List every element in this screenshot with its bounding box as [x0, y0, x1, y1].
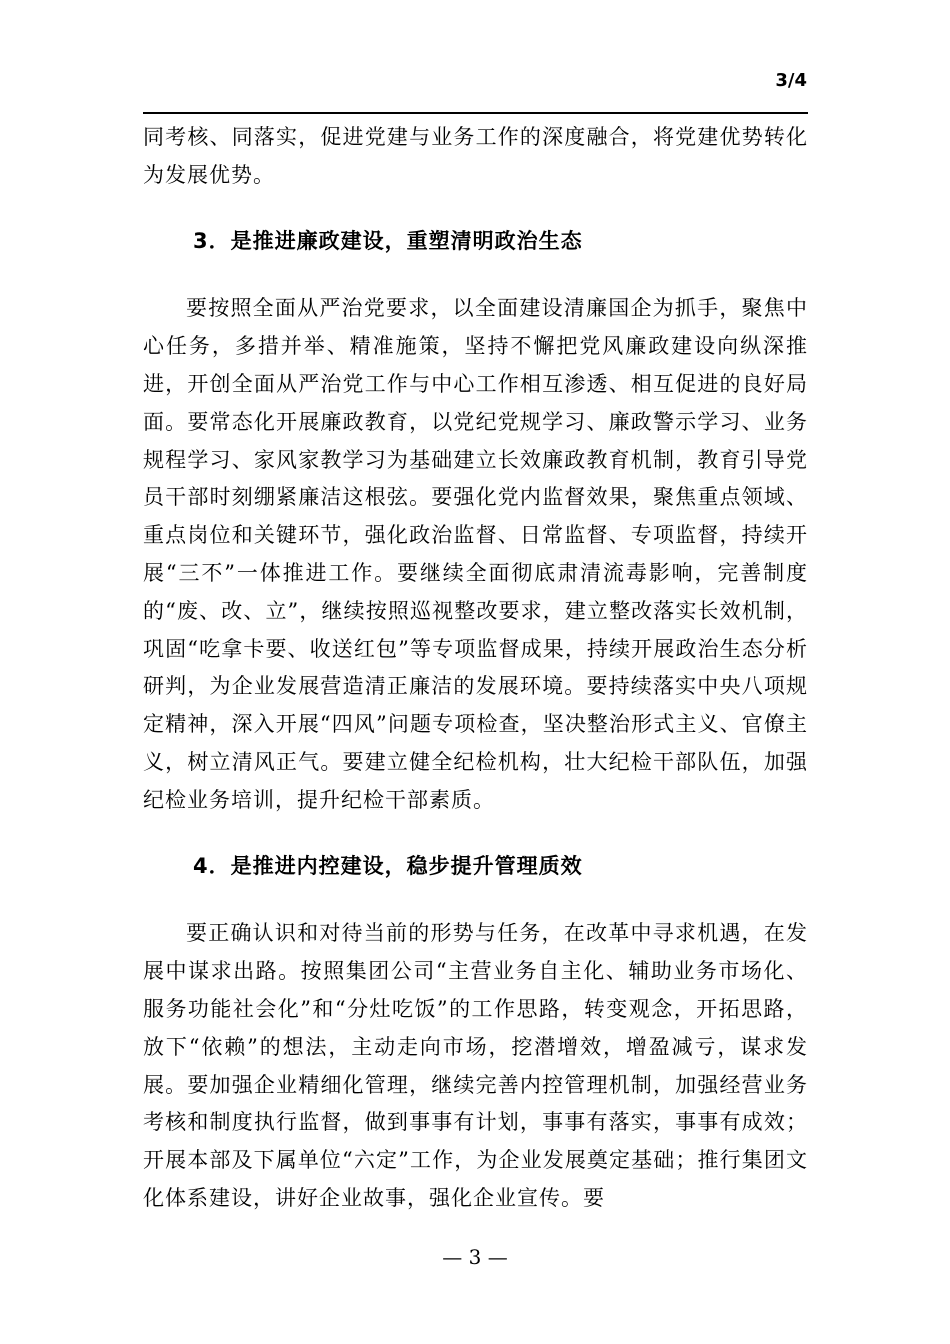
spacer [143, 195, 808, 223]
section-4-heading: 4．是推进内控建设，稳步提升管理质效 [193, 853, 583, 878]
header-divider [143, 112, 808, 114]
page-indicator: 3/4 [775, 70, 807, 91]
section-3-paragraph: 要按照全面从严治党要求，以全面建设清廉国企为抓手，聚焦中心任务，多措并举、精准施策，坚持不懈把党风廉政建设向纵深推进，开创全面从严治党工作与中心工作相互渗透、相互促进的良好局面。要常态化开展廉政教育，以党纪党规学习、廉政警示学习、业务规程学习、家风家教学习为基础建立长效廉政教育机制，教育引导党员干部时刻绷紧廉洁这根弦。要强化党内监督效果，聚焦重点领域、重点岗位和关键环节，强化政治监督、日常监督、专项监督，持续开展“三不”一体推进工作。要继续全面彻底肃清流毒影响，完善制度的“废、改、立”，继续按照巡视整改要求，建立整改落实长效机制，巩固“吃拿卡要、收送红包”等专项监督成果，持续开展政治生态分析研判，为企业发展营造清正廉洁的发展环境。要持续落实中央八项规定精神，深入开展“四风”问题专项检查，坚决整治形式主义、官僚主义，树立清风正气。要建立健全纪检机构，壮大纪检干部队伍，加强纪检业务培训，提升纪检干部素质。 [143, 296, 808, 812]
spacer [143, 885, 808, 915]
spacer [143, 820, 808, 848]
document-body [143, 119, 808, 1218]
spacer [143, 260, 808, 290]
section-3-heading: 3．是推进廉政建设，重塑清明政治生态 [193, 228, 583, 253]
section-4-paragraph: 要正确认识和对待当前的形势与任务，在改革中寻求机遇，在发展中谋求出路。按照集团公司“主营业务自主化、辅助业务市场化、服务功能社会化”和“分灶吃饭”的工作思路，转变观念，开拓思路，放下“依赖”的想法，主动走向市场，挖潜增效，增盈减亏，谋求发展。要加强企业精细化管理，继续完善内控管理机制，加强经营业务考核和制度执行监督，做到事事有计划，事事有落实，事事有成效；开展本部及下属单位“六定”工作，为企业发展奠定基础；推行集团文化体系建设，讲好企业故事，强化企业宣传。要 [143, 921, 808, 1210]
continuation-paragraph: 同考核、同落实，促进党建与业务工作的深度融合，将党建优势转化为发展优势。 [143, 125, 808, 187]
footer-page-number: — 3 — [442, 1245, 508, 1269]
